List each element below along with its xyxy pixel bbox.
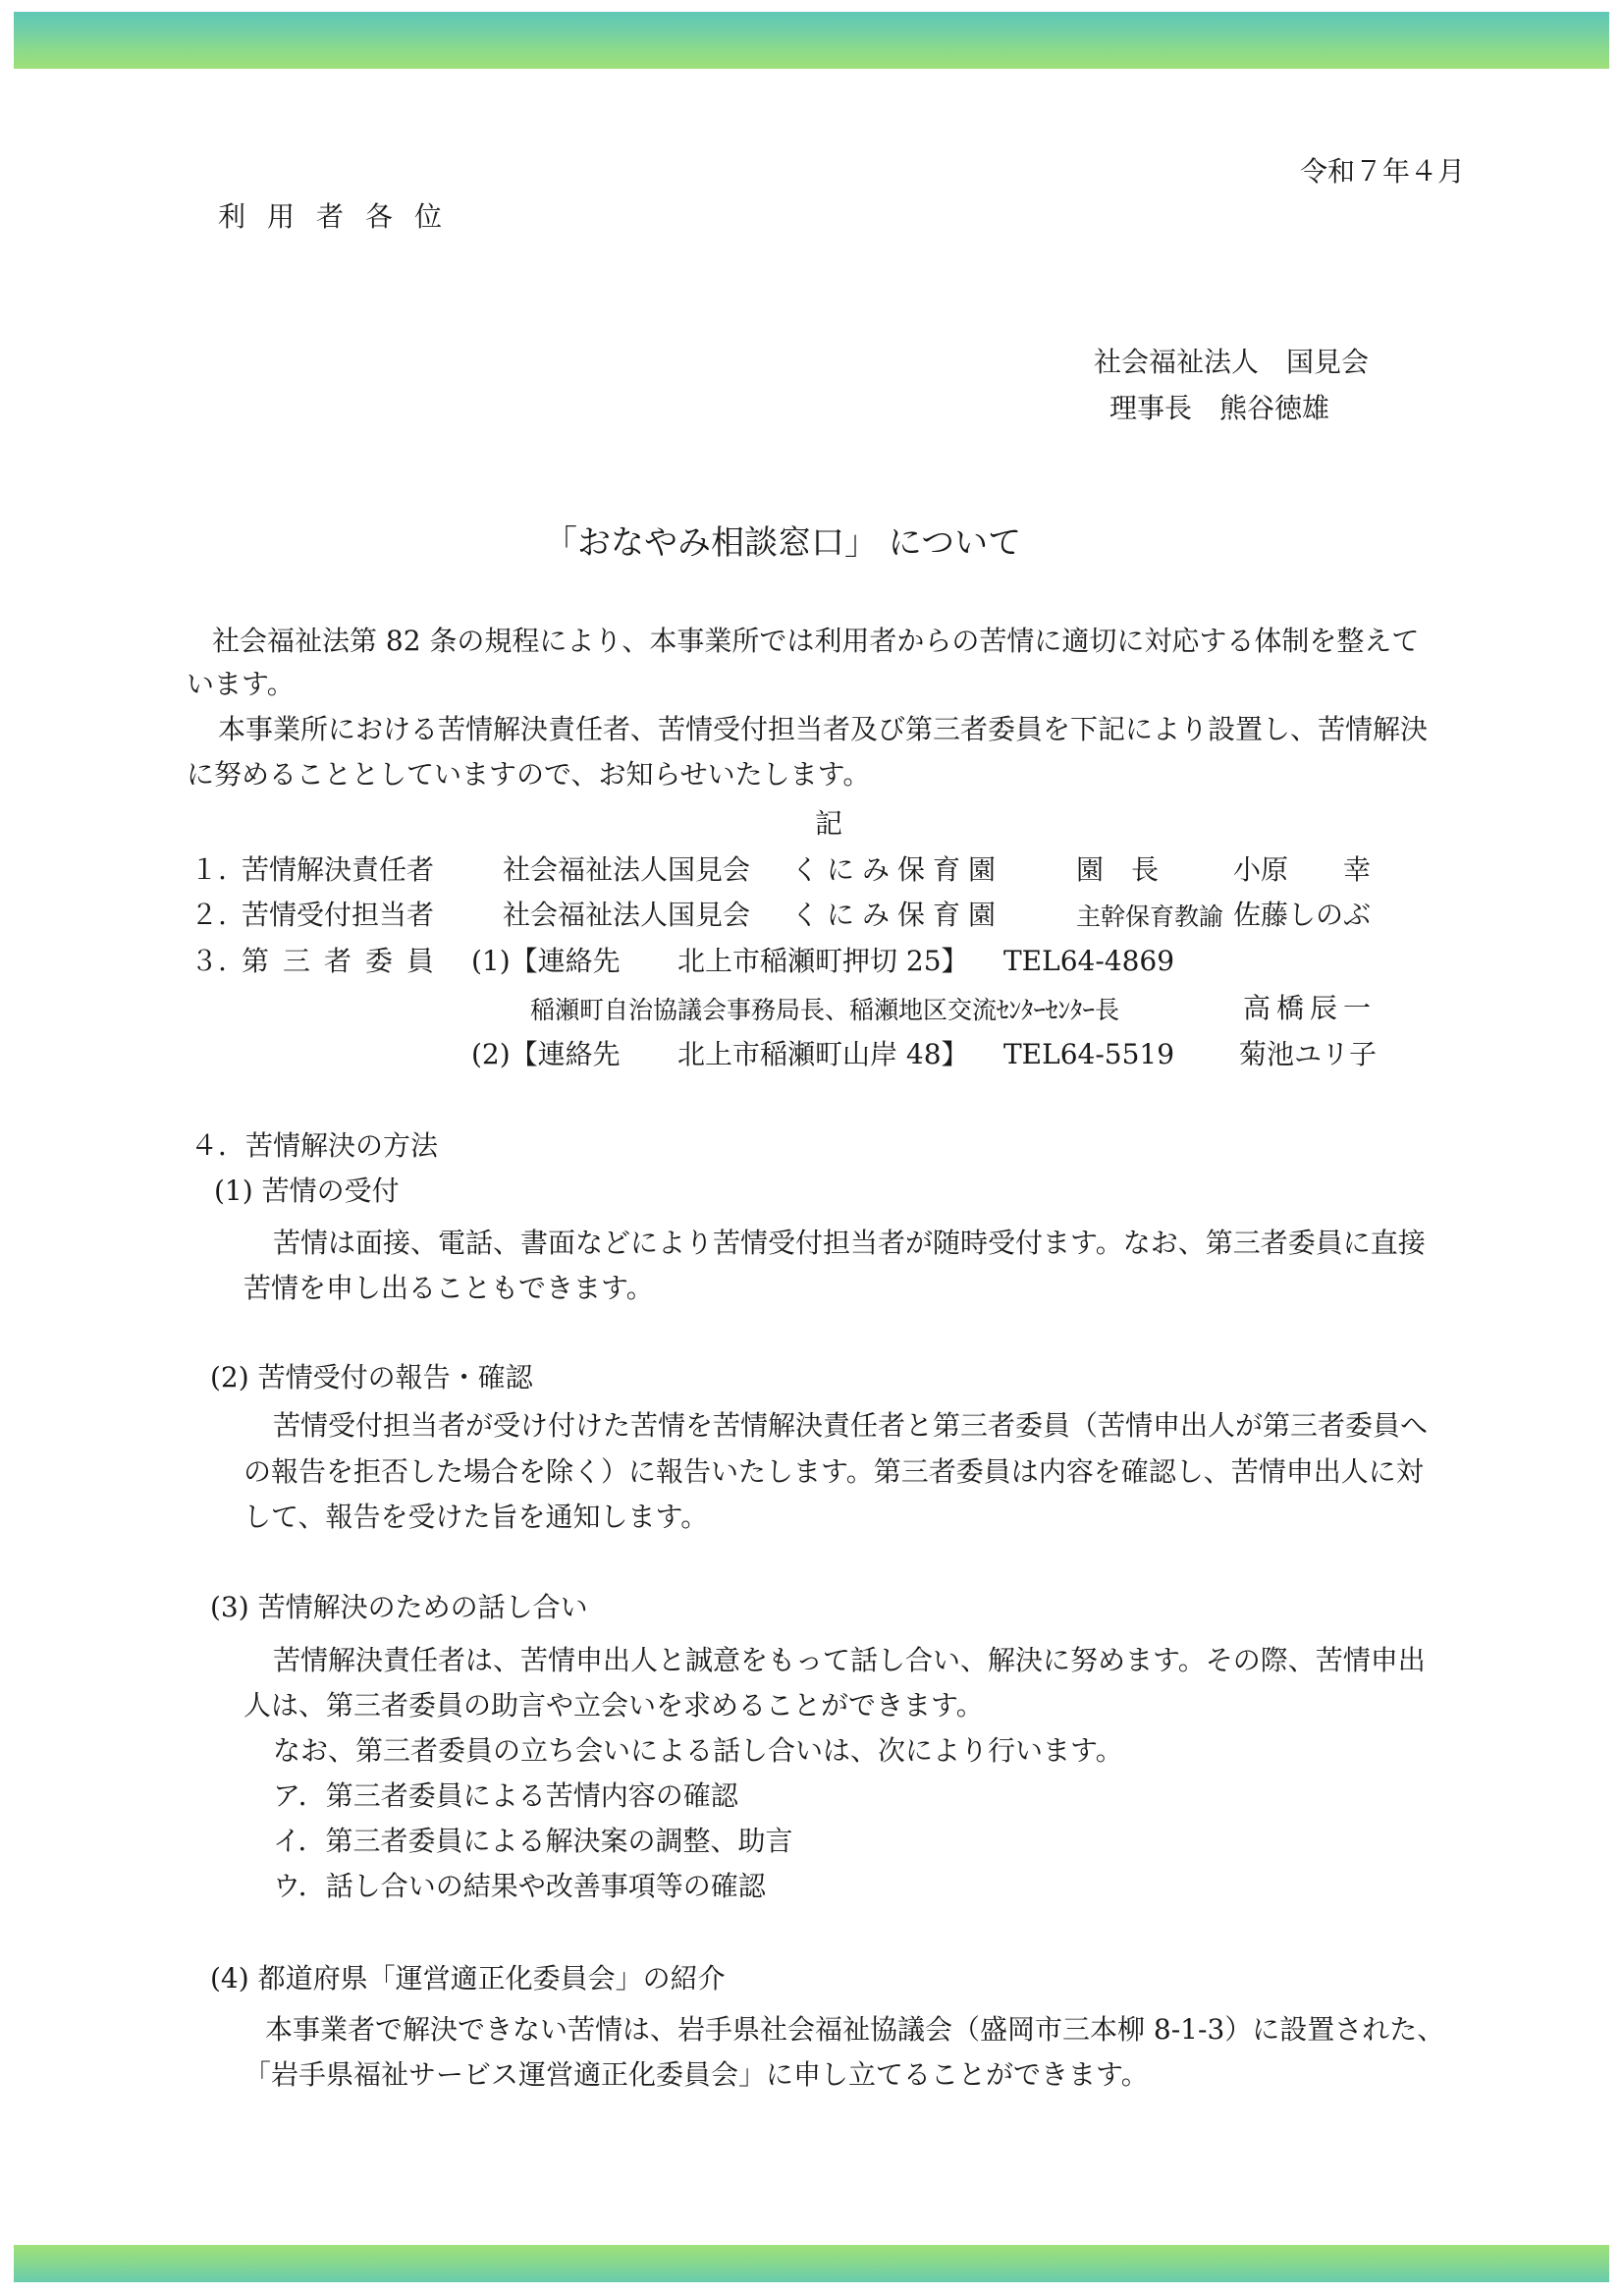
subsection-heading: (1) 苦情の受付 [214,1175,400,1207]
body-line: 本事業者で解決できない苦情は、岩手県社会福祉協議会（盛岡市三本柳 8-1-3）に設置された、 [265,2013,1445,2046]
role-school: くにみ保育園 [791,899,1004,931]
contact-prefix: (2)【連絡先 [471,1038,621,1070]
body-line: 苦情は面接、電話、書面などにより苦情受付担当者が随時受付ます。なお、第三者委員に直接 [273,1227,1426,1259]
contact-address: 北上市稲瀬町山岸 48】 [677,1038,969,1070]
body-line: 苦情を申し出ることもできます。 [243,1272,654,1304]
recipient: 利用者各位 [218,200,464,233]
role-number: ２. [190,899,227,931]
intro-line: に努めることとしていますので、お知らせいたします。 [187,758,871,791]
date: 令和７年４月 [1300,155,1466,188]
bottom-decorative-band [14,2245,1609,2282]
body-line: 苦情解決責任者は、苦情申出人と誠意をもって話し合い、解決に努めます。その際、苦情申出 [273,1644,1426,1676]
list-item: イ．第三者委員による解決案の調整、助言 [273,1825,793,1857]
contact-tel: TEL64-5519 [1003,1038,1175,1070]
list-item: ウ．話し合いの結果や改善事項等の確認 [273,1870,766,1902]
organization-name: 社会福祉法人 国見会 [1094,346,1370,378]
role-title: 園 長 [1076,853,1160,886]
contact-tel: TEL64-4869 [1003,945,1175,977]
chairman-name: 理事長 熊谷徳雄 [1109,392,1330,424]
role-school: くにみ保育園 [791,853,1004,886]
body-line: 人は、第三者委員の助言や立会いを求めることができます。 [243,1689,984,1722]
contact-address: 北上市稲瀬町押切 25】 [677,945,969,977]
page-title: 「おなやみ相談窓口」 について [544,523,1022,563]
body-line: 苦情受付担当者が受け付けた苦情を苦情解決責任者と第三者委員（苦情申出人が第三者委員へ [273,1409,1429,1442]
top-decorative-band [14,12,1609,69]
role-number: １. [190,853,227,886]
list-item: ア．第三者委員による苦情内容の確認 [273,1779,738,1812]
subsection-heading: (4) 都道府県「運営適正化委員会」の紹介 [210,1962,726,1995]
role-person: 佐藤しのぶ [1233,899,1372,931]
ki-marker: 記 [815,807,843,840]
role-label: 苦情受付担当者 [242,899,435,931]
role-org: 社会福祉法人国見会 [503,853,751,886]
intro-line: います。 [187,668,295,700]
body-line: 「岩手県福祉サービス運営適正化委員会」に申し立てることができます。 [243,2058,1149,2091]
role-label: 苦情解決責任者 [242,853,435,886]
subsection-heading: (2) 苦情受付の報告・確認 [210,1361,533,1394]
subsection-heading: (3) 苦情解決のための話し合い [210,1591,588,1623]
role-number: ３. [190,945,227,977]
body-line: して、報告を受けた旨を通知します。 [243,1501,709,1533]
body-line: なお、第三者委員の立ち会いによる話し合いは、次により行います。 [273,1734,1123,1767]
role-org: 社会福祉法人国見会 [503,899,751,931]
role-title: 主幹保育教諭 [1076,902,1224,931]
body-line: の報告を拒否した場合を除く）に報告いたします。第三者委員は内容を確認し、苦情申出人に対 [243,1455,1424,1488]
role-label: 第三者委員 [242,945,449,977]
section-heading: ４．苦情解決の方法 [190,1129,439,1162]
intro-line: 社会福祉法第 82 条の規程により、本事業所では利用者からの苦情に適切に対応する体制を整えて [212,625,1420,657]
role-person: 小原 幸 [1233,853,1372,886]
committee-member-title: 稲瀬町自治協議会事務局長、稲瀬地区交流ｾﾝﾀｰｾﾝﾀｰ長 [530,996,1120,1024]
committee-member-name: 高橋辰一 [1243,992,1378,1024]
committee-member-name: 菊池ユリ子 [1239,1038,1378,1070]
contact-prefix: (1)【連絡先 [471,945,621,977]
intro-line: 本事業所における苦情解決責任者、苦情受付担当者及び第三者委員を下記により設置し、苦情解決 [218,713,1429,745]
